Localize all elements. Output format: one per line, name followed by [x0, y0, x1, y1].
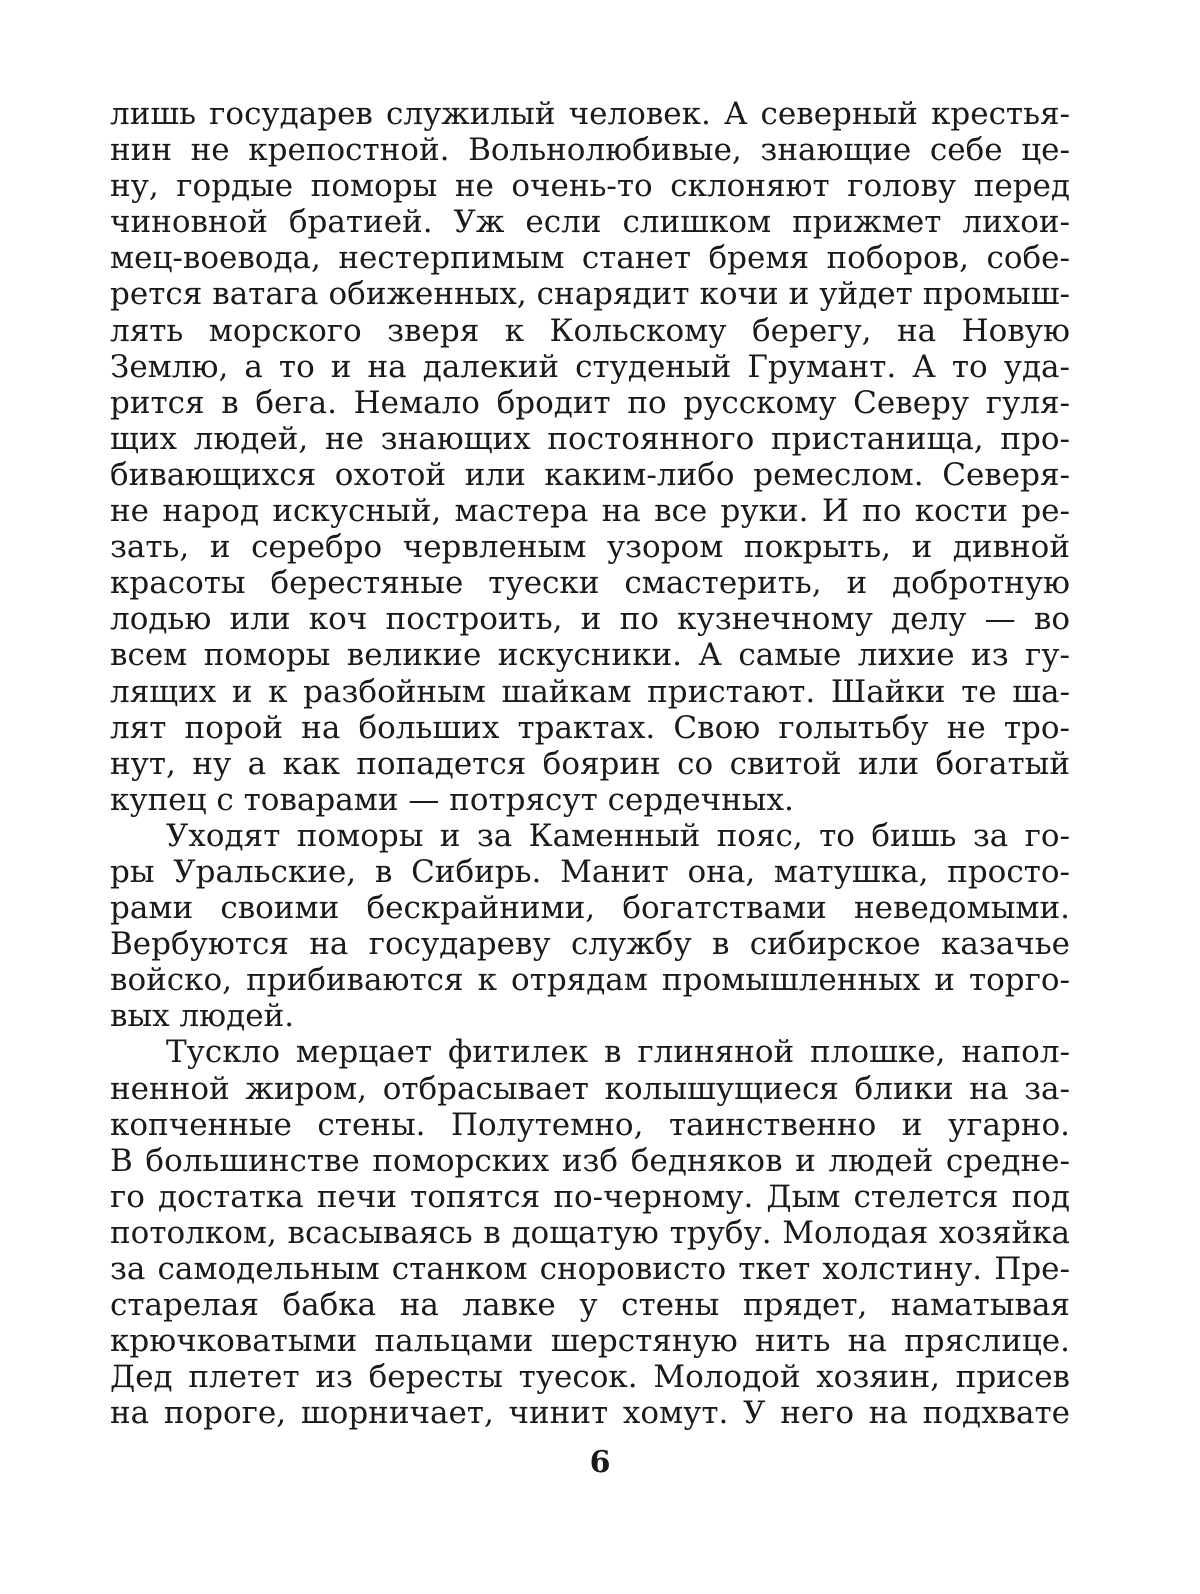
text-line: нут, ну а как попадется боярин со свитой или богатый [110, 745, 1070, 782]
body-text [110, 96, 1070, 1431]
text-line: красоты берестяные туески смастерить, и добротную [110, 565, 1070, 602]
text-line: щих людей, не знающих постоянного пристанища, про- [110, 420, 1070, 457]
text-line: чиновной братией. Уж если слишком прижмет лихои- [110, 204, 1070, 241]
text-line: вых людей. [110, 998, 295, 1035]
text-line: крючковатыми пальцами шерстяную нить на пряслице. [110, 1323, 1070, 1360]
text-line: ненной жиром, отбрасывает колышущиеся блики на за- [110, 1070, 1070, 1107]
text-line: ры Уральские, в Сибирь. Манит она, матушка, просто- [110, 853, 1070, 890]
text-line: старелая бабка на лавке у стены прядет, наматывая [110, 1287, 1070, 1324]
text-line: Вербуются на государеву службу в сибирское казачье [110, 926, 1070, 963]
text-line: не народ искусный, мастера на все руки. И по кости ре- [110, 493, 1070, 530]
text-line: рется ватага обиженных, снарядит кочи и уйдет промыш- [110, 276, 1070, 313]
text-line: лящих и к разбойным шайкам пристают. Шайки те ша- [110, 673, 1070, 710]
text-line: лять морского зверя к Кольскому берегу, на Новую [110, 312, 1070, 349]
text-line: за самодельным станком сноровисто ткет холстину. Пре- [110, 1251, 1070, 1287]
text-line: войско, прибиваются к отрядам промышленных и торго- [110, 962, 1070, 999]
text-line: купец с товарами — потрясут сердечных. [110, 781, 794, 818]
text-line: В большинстве поморских изб бедняков и людей средне- [110, 1142, 1070, 1179]
text-line: го достатка печи топятся по-черному. Дым стелется под [110, 1178, 1070, 1215]
text-line: рами своими бескрайними, богатствами неведомыми. [110, 890, 1070, 927]
text-line: нин не крепостной. Вольнолюбивые, знающие себе це- [110, 132, 1070, 169]
text-line: ну, гордые поморы не очень-то склоняют голову перед [110, 168, 1070, 205]
text-line: Дед плетет из бересты туесок. Молодой хозяин, присев [110, 1359, 1070, 1396]
text-line: Уходят поморы и за Каменный пояс, то бишь за го- [166, 817, 1070, 854]
page-number: 6 [589, 1445, 611, 1480]
text-line: зать, и серебро червленым узором покрыть, и дивной [110, 529, 1070, 566]
text-line: Землю, а то и на далекий студеный Грумант. А то уда- [110, 348, 1070, 385]
text-line: лишь государев служилый человек. А северный крестья- [110, 96, 1070, 132]
text-line: на пороге, шорничает, чинит хомут. У него на подхвате [110, 1395, 1070, 1432]
text-line: мец-воевода, нестерпимым станет бремя поборов, собе- [110, 240, 1070, 277]
text-line: потолком, всасываясь в дощатую трубу. Молодая хозяйка [110, 1214, 1070, 1251]
text-line: Тускло мерцает фитилек в глиняной плошке, напол- [166, 1034, 1070, 1071]
text-line: бивающихся охотой или каким-либо ремеслом. Северя- [110, 456, 1070, 493]
text-line: лят порой на больших трактах. Свою голытьбу не тро- [110, 709, 1070, 746]
text-line: рится в бега. Немало бродит по русскому Северу гуля- [110, 384, 1070, 421]
text-line: копченные стены. Полутемно, таинственно и угарно. [110, 1106, 1070, 1143]
text-line: всем поморы великие искусники. А самые лихие из гу- [110, 637, 1070, 674]
text-line: лодью или коч построить, и по кузнечному делу — во [110, 601, 1070, 638]
